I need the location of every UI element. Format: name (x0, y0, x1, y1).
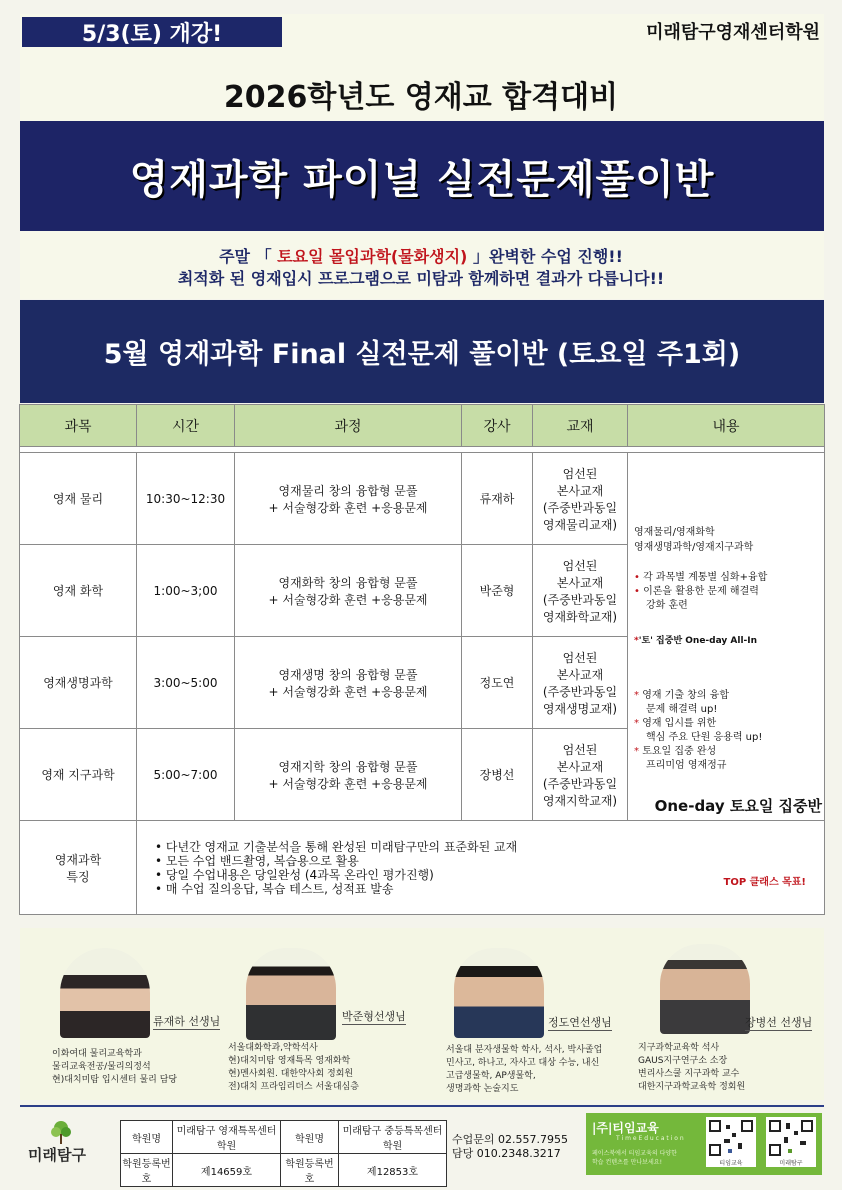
main-title-banner (20, 121, 824, 231)
qr-code-2[interactable] (766, 1117, 816, 1167)
academy-name: 미래탐구영재센터학원 (646, 22, 820, 43)
footer-logo (28, 1120, 108, 1170)
book-cell: 엄선된 본사교재 (주중반과동일 영재지학교재) (533, 729, 628, 821)
date-badge: 5/3(토) 개강! (22, 17, 282, 47)
teacher-cell: 박준형 (462, 545, 533, 637)
subtitle: 2026학년도 영재교 합격대비 (223, 80, 619, 115)
tree-logo-icon (50, 1120, 72, 1144)
teacher-cell: 류재하 (462, 453, 533, 545)
reg-label: 학원등록번호 (281, 1154, 339, 1187)
time-cell: 10:30~12:30 (137, 453, 235, 545)
course-line: + 서술형강화 훈련 +응용문제 (268, 500, 428, 515)
table-header-row (20, 405, 825, 447)
content-subjects: 영재물리/영재화학 영재생명과학/영재지구과학 (634, 527, 754, 553)
feature-item: • 모든 수업 밴드촬영, 복습용으로 활용 (155, 854, 824, 868)
teacher-photo (454, 948, 544, 1038)
course-title-bar (20, 300, 824, 403)
header-course: 과정 (235, 405, 462, 447)
promo-line-2: 최적화 된 영재입시 프로그램으로 미탐과 함께하면 결과가 다릅니다!! (177, 269, 665, 288)
course-line: 영재물리 창의 융합형 문풀 (278, 483, 418, 498)
main-title: 영재과학 파이널 실전문제풀이반 (129, 156, 715, 203)
teacher-name: 박준형선생님 (342, 1010, 406, 1023)
qr-label: 티임교육 (719, 1160, 743, 1167)
subject-cell: 영재 지구과학 (20, 729, 137, 821)
teacher-name: 장병선 선생님 (745, 1016, 813, 1029)
promo-line-1 (0, 244, 842, 267)
subject-cell: 영재 화학 (20, 545, 137, 637)
content-bullets: • 각 과목별 계통별 심화+융합 • 이론을 활용한 문제 해결력 강화 훈련 (634, 572, 768, 611)
course-title: 5월 영재과학 Final 실전문제 풀이반 (토요일 주1회) (103, 339, 741, 370)
course-cell: 영재생명 창의 융합형 문풀 + 서술형강화 훈련 +응용문제 (235, 637, 462, 729)
teacher-career: 지구과학교육학 석사 GAUS지구연구소 소장 변리사스쿨 지구과학 교수 대한지구과학교육학 정회원 (638, 1043, 746, 1092)
time-cell: 1:00~3;00 (137, 545, 235, 637)
teacher-career: 이화여대 물리교육학과 물리교육전공/물리의정석 현)대치미탐 입시센터 물리 담당 (52, 1049, 178, 1085)
features-row (20, 821, 825, 915)
teacher-section (20, 928, 824, 1100)
qr-pattern-icon (768, 1119, 814, 1157)
book-cell: 엄선된 본사교재 (주중반과동일 영재물리교재) (533, 453, 628, 545)
qr-code-1[interactable] (706, 1117, 756, 1167)
header-time: 시간 (137, 405, 235, 447)
contact-phone: 수업문의 02.557.7955 (452, 1133, 568, 1146)
course-cell: 영재지학 창의 융합형 문풀 + 서술형강화 훈련 +응용문제 (235, 729, 462, 821)
content-points: * 영재 기출 창의 융합 문제 해결력 up! * 영재 입시를 위한 핵심 주요 단원 응용력 up! * 토요일 집중 완성 프리미엄 영재정규 (634, 690, 763, 771)
teacher-photo (246, 948, 336, 1040)
reg-label: 학원명 (121, 1121, 173, 1154)
promo-suffix: 」완벽한 수업 진행!! (472, 247, 623, 266)
teacher-cell: 정도연 (462, 637, 533, 729)
book-cell: 엄선된 본사교재 (주중반과동일 영재생명교재) (533, 637, 628, 729)
course-cell: 영재화학 창의 융합형 문풀 + 서술형강화 훈련 +응용문제 (235, 545, 462, 637)
brand-sub: T i m e E d u c a t i o n (616, 1135, 684, 1142)
content-special: *'토' 집중반 One-day All-In (634, 636, 758, 646)
promo-prefix: 주말 「 (219, 247, 272, 266)
brand-box (586, 1113, 822, 1175)
registration-table (120, 1120, 447, 1187)
qr-label: 미래탐구 (779, 1160, 803, 1167)
teacher-photo (60, 948, 150, 1038)
qr-pattern-icon (708, 1119, 754, 1157)
promo-highlight: 토요일 몰입과학(물화생지) (277, 247, 468, 266)
time-cell: 5:00~7:00 (137, 729, 235, 821)
header-teacher: 강사 (462, 405, 533, 447)
contact-manager: 담당 010.2348.3217 (452, 1147, 561, 1160)
header-book: 교재 (533, 405, 628, 447)
features-list (141, 840, 824, 896)
feature-item: • 당일 수업내용은 당일완성 (4과목 온라인 평가진행) (155, 868, 824, 882)
subject-cell: 영재생명과학 (20, 637, 137, 729)
brand-name: |주|티임교육 (592, 1121, 659, 1135)
reg-value: 제14659호 (173, 1154, 281, 1187)
schedule-table (19, 404, 825, 915)
teacher-name: 정도연선생님 (548, 1016, 612, 1029)
content-cell (628, 453, 825, 821)
teacher-career: 서울대 분자생물학 학사, 석사, 박사졸업 민사고, 하나고, 자사고 대상 수능, 내신 고급생물학, AP생물학, 생명과학 논술지도 (446, 1045, 603, 1094)
contact-info (452, 1133, 568, 1161)
book-cell: 엄선된 본사교재 (주중반과동일 영재화학교재) (533, 545, 628, 637)
feature-item: • 매 수업 질의응답, 복습 테스트, 성적표 발송 (155, 882, 824, 896)
reg-value: 미래탐구 중등특목센터학원 (339, 1121, 447, 1154)
time-cell: 3:00~5:00 (137, 637, 235, 729)
feature-item: • 다년간 영재교 기출분석을 통해 완성된 미래탐구만의 표준화된 교재 (155, 840, 824, 854)
reg-label: 학원등록번호 (121, 1154, 173, 1187)
teacher-cell: 장병선 (462, 729, 533, 821)
reg-value: 제12853호 (339, 1154, 447, 1187)
course-cell (235, 453, 462, 545)
reg-label: 학원명 (281, 1121, 339, 1154)
header-subject: 과목 (20, 405, 137, 447)
footer-divider (20, 1105, 824, 1107)
features-cell (137, 821, 825, 915)
subject-cell: 영재 물리 (20, 453, 137, 545)
teacher-name: 류재하 선생님 (153, 1015, 221, 1028)
teacher-photo (660, 944, 750, 1034)
teacher-career: 서울대화학과,약학석사 현)대치미탐 영재특목 영재화학 현)멘사회원. 대한약사회 정회원 전)대치 프라임리더스 서울대심층 (228, 1043, 359, 1092)
reg-value: 미래탐구 영재특목센터학원 (173, 1121, 281, 1154)
oneday-label: One-day 토요일 집중반 (654, 797, 822, 815)
footer-logo-text: 미래탐구 (28, 1146, 86, 1164)
header-content: 내용 (628, 405, 825, 447)
top-goal: TOP 클래스 목표! (723, 877, 806, 888)
features-label: 영재과학 특징 (20, 821, 137, 915)
table-row (20, 453, 825, 545)
brand-caption: 페이스북에서 티임교육의 다양한 학습 컨텐츠를 만나보세요! (592, 1150, 677, 1166)
